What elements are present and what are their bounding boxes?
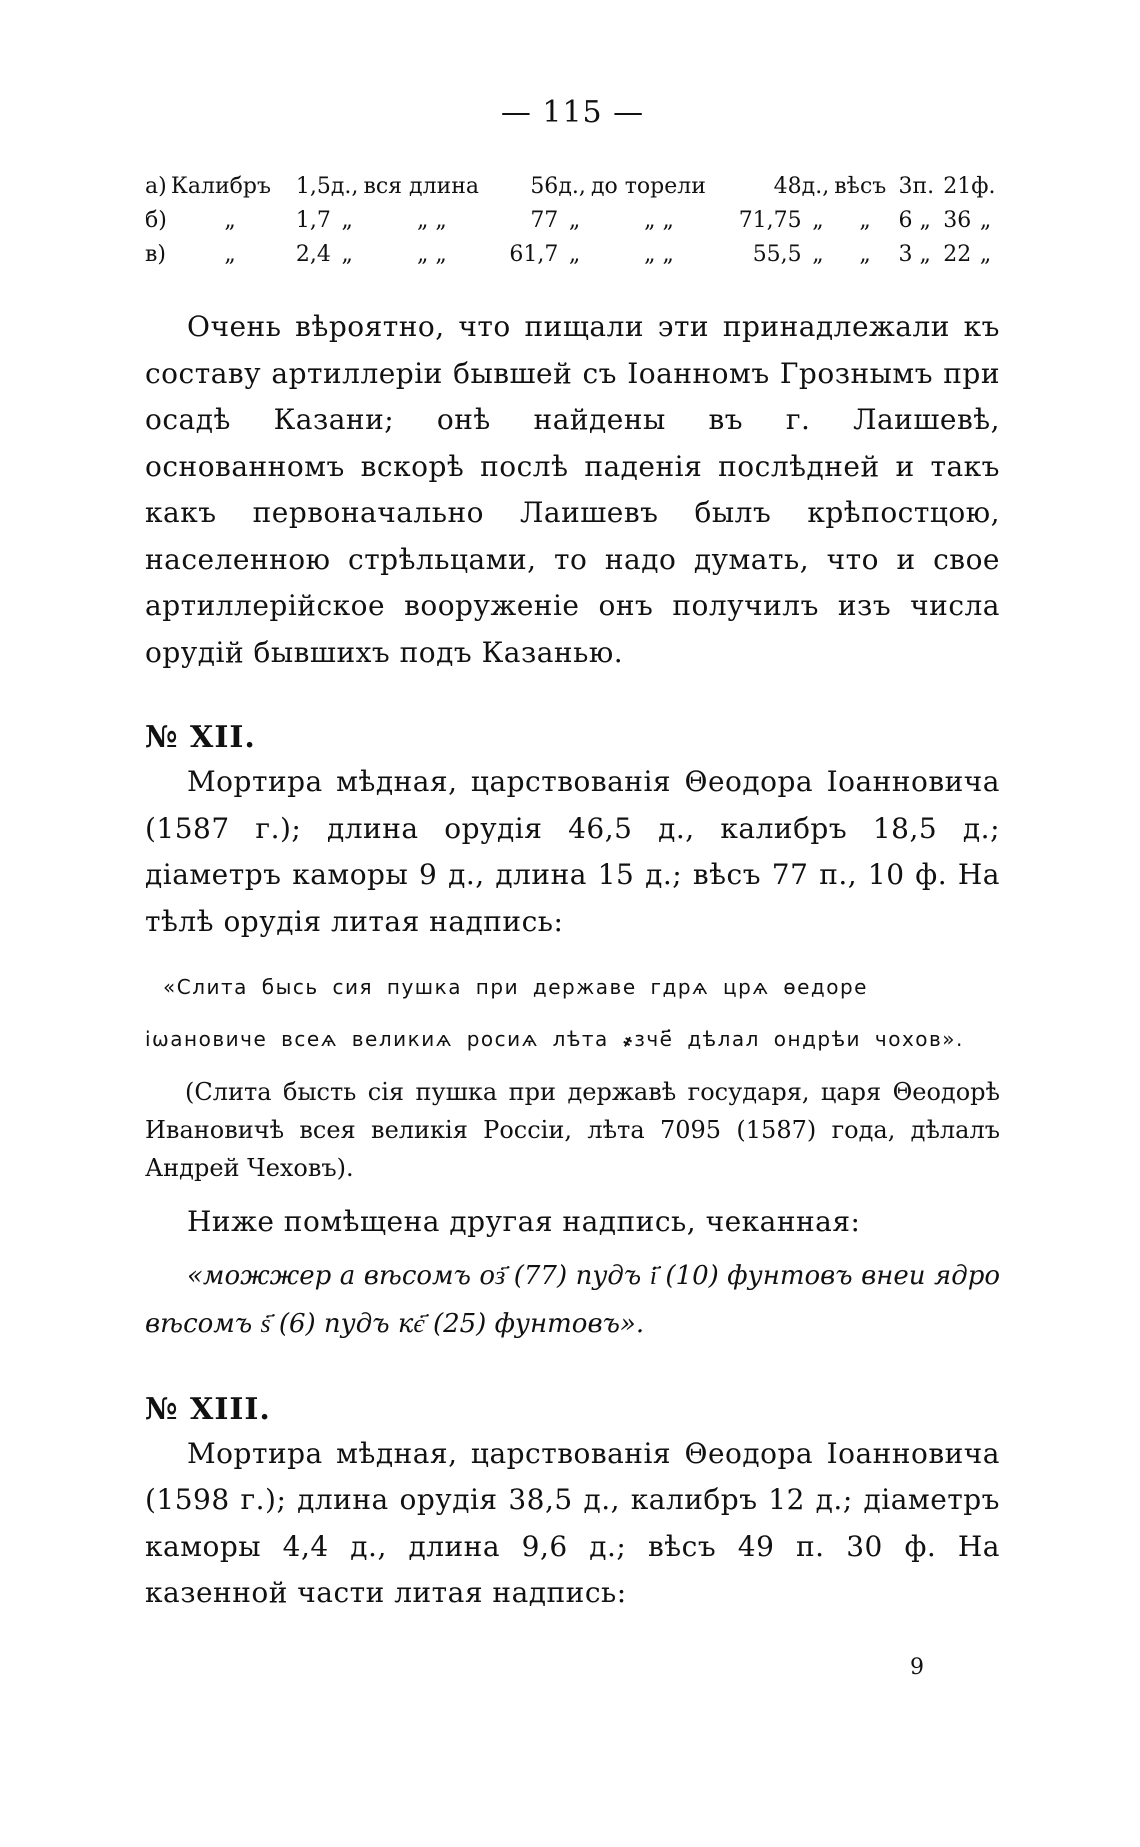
specs-cell: д.,	[558, 174, 586, 199]
specs-cell: д.,	[801, 174, 830, 199]
specs-cell: в)	[145, 242, 166, 267]
specs-cell: б)	[145, 208, 167, 233]
specs-cell: 2,4	[295, 242, 331, 267]
specs-cell: а)	[145, 174, 167, 199]
specs-cell: ф.	[971, 174, 996, 199]
specs-cell: 55,5	[752, 242, 802, 267]
section-12-text: Мортира мѣдная, царствованія Θеодора Іоанновича (1587 г.); длина орудія 46,5 д., калибръ 18,5 д.; діаметръ каморы 9 д., длина 15 д.; вѣсъ 77 п., 10 ф. На тѣлѣ орудія литая надпись:	[145, 765, 1000, 938]
specs-cell: 3	[898, 242, 913, 267]
specs-cell: „	[979, 242, 992, 267]
specs-table	[145, 170, 1000, 272]
section-12-heading: № XII.	[145, 720, 256, 755]
specs-cell: „	[979, 208, 992, 233]
specs-cell: „	[568, 208, 581, 233]
specs-cell: „	[859, 242, 871, 267]
specs-cell: 77	[530, 208, 559, 233]
section-12-transcription: (Слита бысть сія пушка при державѣ государя, царя Θеодорѣ Ивановичѣ всея великія Россіи, лѣта 7095 (1587) года, дѣлалъ Андрей Чеховъ).	[145, 1078, 1000, 1182]
specs-row	[145, 170, 1000, 204]
specs-row	[145, 204, 1000, 238]
specs-cell: „	[812, 242, 824, 267]
specs-cell: 22	[943, 242, 972, 267]
section-13-text: Мортира мѣдная, царствованія Θеодора Іоанновича (1598 г.); длина орудія 38,5 д., калибръ 12 д.; діаметръ каморы 4,4 д., длина 9,6 д.; вѣсъ 49 п. 30 ф. На казенной части литая надпись:	[145, 1436, 1000, 1609]
specs-cell: п.	[912, 174, 935, 199]
specs-cell: „	[859, 208, 871, 233]
specs-cell: до торели	[590, 174, 706, 199]
specs-cell: „ „	[644, 208, 674, 233]
specs-cell: 6	[898, 208, 913, 233]
specs-cell: Калибръ	[170, 174, 271, 199]
specs-cell: вѣсъ	[834, 174, 887, 199]
specs-cell: 1,7	[295, 208, 331, 233]
section-13-heading: № XIII.	[145, 1391, 271, 1427]
document-page	[145, 95, 1000, 1617]
specs-cell: 71,75	[738, 208, 802, 233]
specs-cell: „ „	[644, 242, 674, 267]
specs-cell: „	[224, 242, 236, 267]
specs-cell: „	[919, 208, 931, 233]
specs-cell: „	[341, 242, 353, 267]
specs-cell: 48	[773, 174, 802, 199]
section-12-engraved-inscription: «можжер а вѣсомъ оз҃ (77) пудъ і҃ (10) фунтовъ внеи ядро вѣсомъ ѕ҃ (6) пудъ кє҃ (25) фунтовъ».	[145, 1260, 1000, 1339]
specs-cell: „	[341, 208, 353, 233]
specs-cell: вся длина	[363, 174, 480, 199]
specs-cell: „	[568, 242, 581, 267]
specs-cell: „	[224, 208, 236, 233]
specs-cell: 3	[898, 174, 913, 199]
paragraph-1: Очень вѣроятно, что пищали эти принадлежали къ составу артиллеріи бывшей съ Іоанномъ Грознымъ при осадѣ Казани; онѣ найдены въ г. Лаишевѣ, основанномъ вскорѣ послѣ паденія послѣдней и такъ какъ первоначально Лаишевъ былъ крѣпостцою, населенною стрѣльцами, то надо думать, что и свое артиллерійское вооруженіе онъ получилъ изъ числа орудій бывшихъ подъ Казанью.	[145, 310, 1000, 669]
specs-row	[145, 238, 1000, 272]
section-12-slavonic-inscription: «Слита бысь сия пушка при державе гдрѧ црѧ ѳедоре іѡановиче всеѧ великиѧ росиѧ лѣта ҂зче҃ дѣлал ондрѣи чохов».	[145, 975, 964, 1051]
signature-mark: 9	[910, 1655, 924, 1680]
specs-cell: 61,7	[509, 242, 559, 267]
specs-cell: 36	[943, 208, 972, 233]
specs-cell: „ „	[416, 242, 447, 267]
specs-cell: 56	[530, 174, 559, 199]
specs-cell: „ „	[416, 208, 447, 233]
section-12-lower-label: Ниже помѣщена другая надпись, чеканная:	[187, 1205, 861, 1238]
page-number: — 115 —	[500, 95, 645, 130]
specs-cell: 21	[943, 174, 972, 199]
specs-cell: д.,	[330, 174, 359, 199]
specs-cell: „	[812, 208, 824, 233]
specs-cell: „	[919, 242, 931, 267]
specs-cell: 1,5	[295, 174, 331, 199]
